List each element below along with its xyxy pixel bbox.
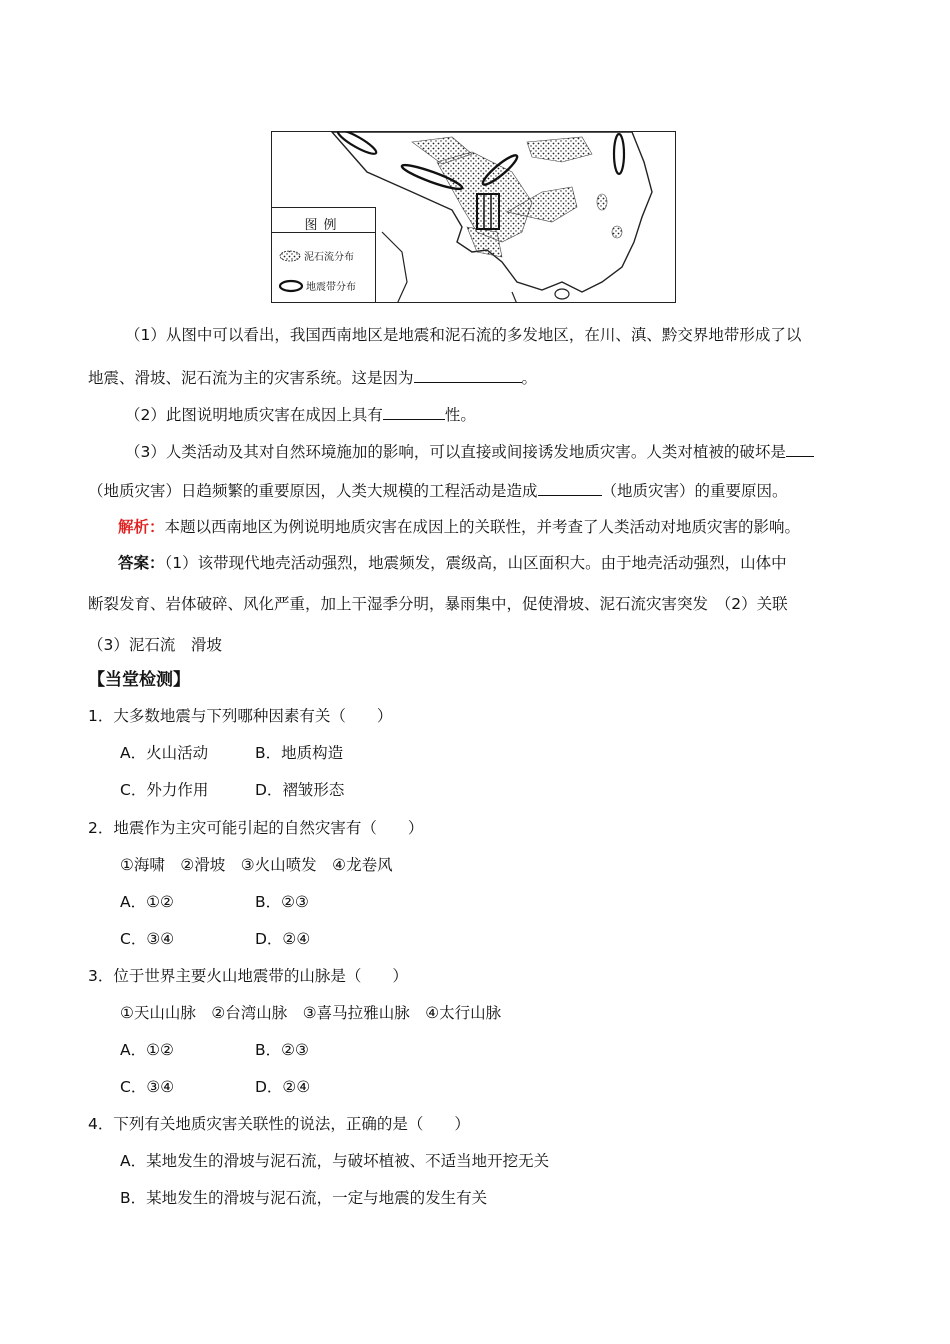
question-4-stem: 4．下列有关地质灾害关联性的说法，正确的是（ ） [88,1115,470,1133]
q1-answer-blank[interactable] [414,368,522,383]
question-1-option-a[interactable]: A．火山活动 [120,744,209,762]
answer-label: 答案： [118,554,165,572]
q3-answer-blank-1[interactable] [786,442,814,457]
q3-line-b [88,481,788,501]
q1-line-b-text: 地震、滑坡、泥石流为主的灾害系统。这是因为 [88,369,414,387]
question-3-option-b[interactable]: B．②③ [255,1041,309,1059]
question-3-stem: 3．位于世界主要火山地震带的山脉是（ ） [88,967,408,985]
q3-line-a [125,442,814,462]
legend-mudflow [278,248,354,263]
q3-answer-blank-2[interactable] [538,481,602,496]
q1-line-a: （1）从图中可以看出，我国西南地区是地震和泥石流的多发地区，在川、滇、黔交界地带形成了以 [125,326,802,344]
question-2-option-d[interactable]: D．②④ [255,930,311,948]
question-2-option-b[interactable]: B．②③ [255,893,309,911]
question-2-option-c[interactable]: C．③④ [120,930,175,948]
question-3-option-a[interactable]: A．①② [120,1041,174,1059]
q3-line-a-text: （3）人类活动及其对自然环境施加的影响，可以直接或间接诱发地质灾害。人类对植被的破坏是 [125,443,786,461]
disaster-distribution-map [271,131,676,303]
question-1-option-d[interactable]: D．褶皱形态 [255,781,345,799]
q2-line-text: （2）此图说明地质灾害在成因上具有 [125,406,383,424]
legend-quake [278,278,356,293]
quake-belt-symbol-icon [278,279,304,293]
question-2-stem: 2．地震作为主灾可能引起的自然灾害有（ ） [88,819,424,837]
map-legend [272,207,376,303]
question-1-option-c[interactable]: C．外力作用 [120,781,209,799]
mudflow-symbol-icon [278,250,302,262]
analysis-label: 解析： [118,518,165,536]
q1-line-b [88,368,537,388]
analysis-line [118,517,800,537]
q2-line-end: 性。 [444,406,476,424]
answer-line-2: 断裂发育、岩体破碎、风化严重，加上干湿季分明，暴雨集中，促使滑坡、泥石流灾害突发 （2）关联 [88,595,788,613]
q2-line [125,405,476,425]
q2-answer-blank[interactable] [383,405,445,420]
question-3-items: ①天山山脉 ②台湾山脉 ③喜马拉雅山脉 ④太行山脉 [120,1004,502,1022]
q1-line-b-end: 。 [521,369,538,387]
answer-line-3: （3）泥石流 滑坡 [88,636,222,654]
question-1-stem: 1．大多数地震与下列哪种因素有关（ ） [88,707,393,725]
question-4-option-a[interactable]: A．某地发生的滑坡与泥石流，与破坏植被、不适当地开挖无关 [120,1152,550,1170]
q3-line-b-text: （地质灾害）日趋频繁的重要原因，人类大规模的工程活动是造成 [88,482,538,500]
legend-mudflow-label: 泥石流分布 [304,252,354,263]
answer-line-1 [118,553,787,573]
question-4-option-b[interactable]: B．某地发生的滑坡与泥石流，一定与地震的发生有关 [120,1189,488,1207]
analysis-text: 本题以西南地区为例说明地质灾害在成因上的关联性，并考查了人类活动对地质灾害的影响。 [164,518,801,536]
question-3-option-d[interactable]: D．②④ [255,1078,311,1096]
question-3-option-c[interactable]: C．③④ [120,1078,175,1096]
answer-text-1: （1）该带现代地壳活动强烈，地震频发，震级高，山区面积大。由于地壳活动强烈，山体中 [164,554,787,572]
legend-title: 图例 [272,214,375,233]
section-title: 【当堂检测】 [88,670,190,690]
legend-quake-label: 地震带分布 [306,282,356,293]
question-2-items: ①海啸 ②滑坡 ③火山喷发 ④龙卷风 [120,856,393,874]
q3-line-b-end: （地质灾害）的重要原因。 [601,482,788,500]
question-2-option-a[interactable]: A．①② [120,893,174,911]
question-1-option-b[interactable]: B．地质构造 [255,744,344,762]
